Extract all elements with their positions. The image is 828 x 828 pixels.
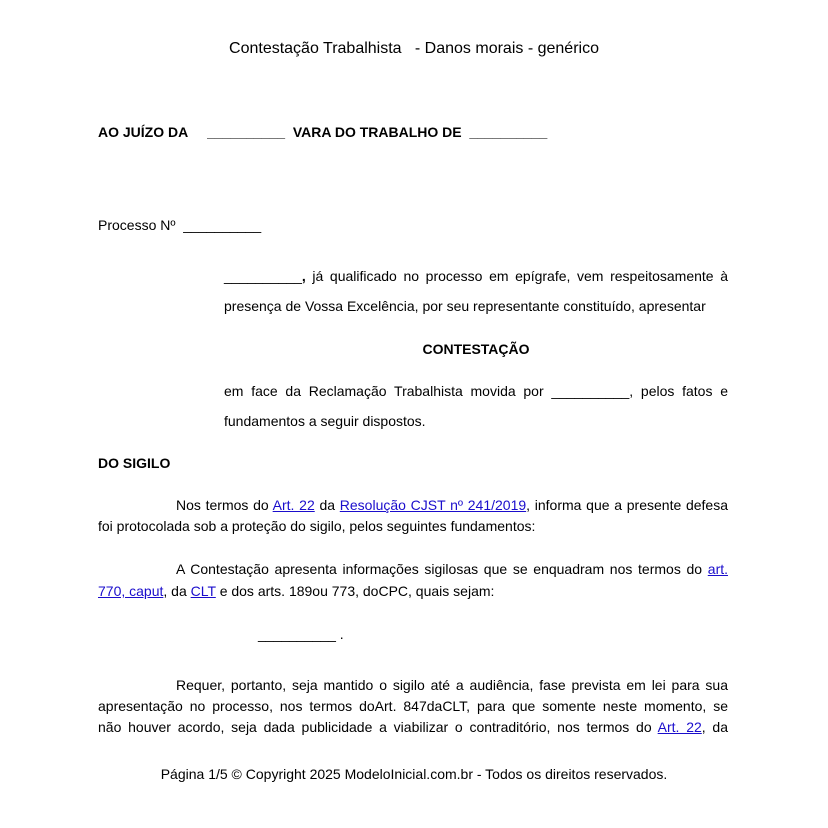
p1-text-c: , informa que a presente defesa xyxy=(526,497,729,513)
intro-line-2: presença de Vossa Excelência, por seu representante constituído, apresentar xyxy=(224,298,706,314)
face-blank: __________ xyxy=(551,383,630,399)
contestacao-title: CONTESTAÇÃO xyxy=(422,341,530,357)
sigilo-paragraph-3-line-2: apresentação no processo, nos termos doArt. 847daCLT, para que somente neste momento, se xyxy=(98,698,728,714)
document-header-title: Contestação Trabalhista - Danos morais - genérico xyxy=(229,40,599,57)
intro-line-1 xyxy=(224,264,728,288)
section-heading-sigilo: DO SIGILO xyxy=(98,455,171,471)
p3-text-1: Requer, portanto, seja mantido o sigilo até a audiência, fase prevista em lei para sua xyxy=(176,677,728,693)
address-middle: VARA DO TRABALHO DE xyxy=(292,124,462,140)
intro-blank: __________ xyxy=(224,268,302,284)
face-line-1 xyxy=(224,379,728,403)
p2-text-a: A Contestação apresenta informações sigilosas que se enquadram nos termos do xyxy=(176,561,703,577)
address-blank-court: __________ xyxy=(207,124,286,140)
sigilo-blank-line: __________ . xyxy=(258,626,344,642)
face-line-2: fundamentos a seguir dispostos. xyxy=(224,413,426,429)
face-text-b: , pelos fatos e xyxy=(629,383,729,399)
address-blank-city: __________ xyxy=(469,124,548,140)
sigilo-paragraph-2-line-2 xyxy=(98,582,494,600)
sigilo-paragraph-3-line-3 xyxy=(98,715,728,739)
p1-text-a: Nos termos do xyxy=(176,497,269,513)
intro-comma: , xyxy=(301,268,306,284)
court-address xyxy=(98,123,547,141)
link-art-770-part-2[interactable]: 770, caput xyxy=(98,583,164,599)
sigilo-paragraph-2-line-1 xyxy=(98,557,728,581)
page-footer: Página 1/5 © Copyright 2025 ModeloInicial.com.br - Todos os direitos reservados. xyxy=(160,766,668,782)
process-label: Processo Nº xyxy=(98,217,176,233)
p3-text-3a: não houver acordo, seja dada publicidade a viabilizar o contraditório, nos termos do xyxy=(98,719,652,735)
link-art-770-part-1[interactable]: art. xyxy=(707,561,729,577)
address-prefix: AO JUÍZO DA xyxy=(98,124,188,140)
face-text-a: em face da Reclamação Trabalhista movida por xyxy=(224,383,544,399)
intro-text-1: já qualificado no processo em epígrafe, vem respeitosamente à xyxy=(312,268,729,284)
p2-text-c: e dos arts. 189ou 773, doCPC, quais sejam: xyxy=(219,583,495,599)
p2-text-b: , da xyxy=(163,583,187,599)
link-resolucao-cjst[interactable]: Resolução CJST nº 241/2019 xyxy=(339,497,527,513)
p1-text-b: da xyxy=(319,497,336,513)
sigilo-paragraph-1-line-2: foi protocolada sob a proteção do sigilo, pelos seguintes fundamentos: xyxy=(98,518,536,534)
process-number xyxy=(98,216,261,234)
link-art-22-second[interactable]: Art. 22 xyxy=(657,719,702,735)
link-clt[interactable]: CLT xyxy=(190,583,216,599)
process-blank: __________ xyxy=(183,217,262,233)
p3-text-3b: , da xyxy=(701,719,728,735)
link-art-22[interactable]: Art. 22 xyxy=(272,497,315,513)
